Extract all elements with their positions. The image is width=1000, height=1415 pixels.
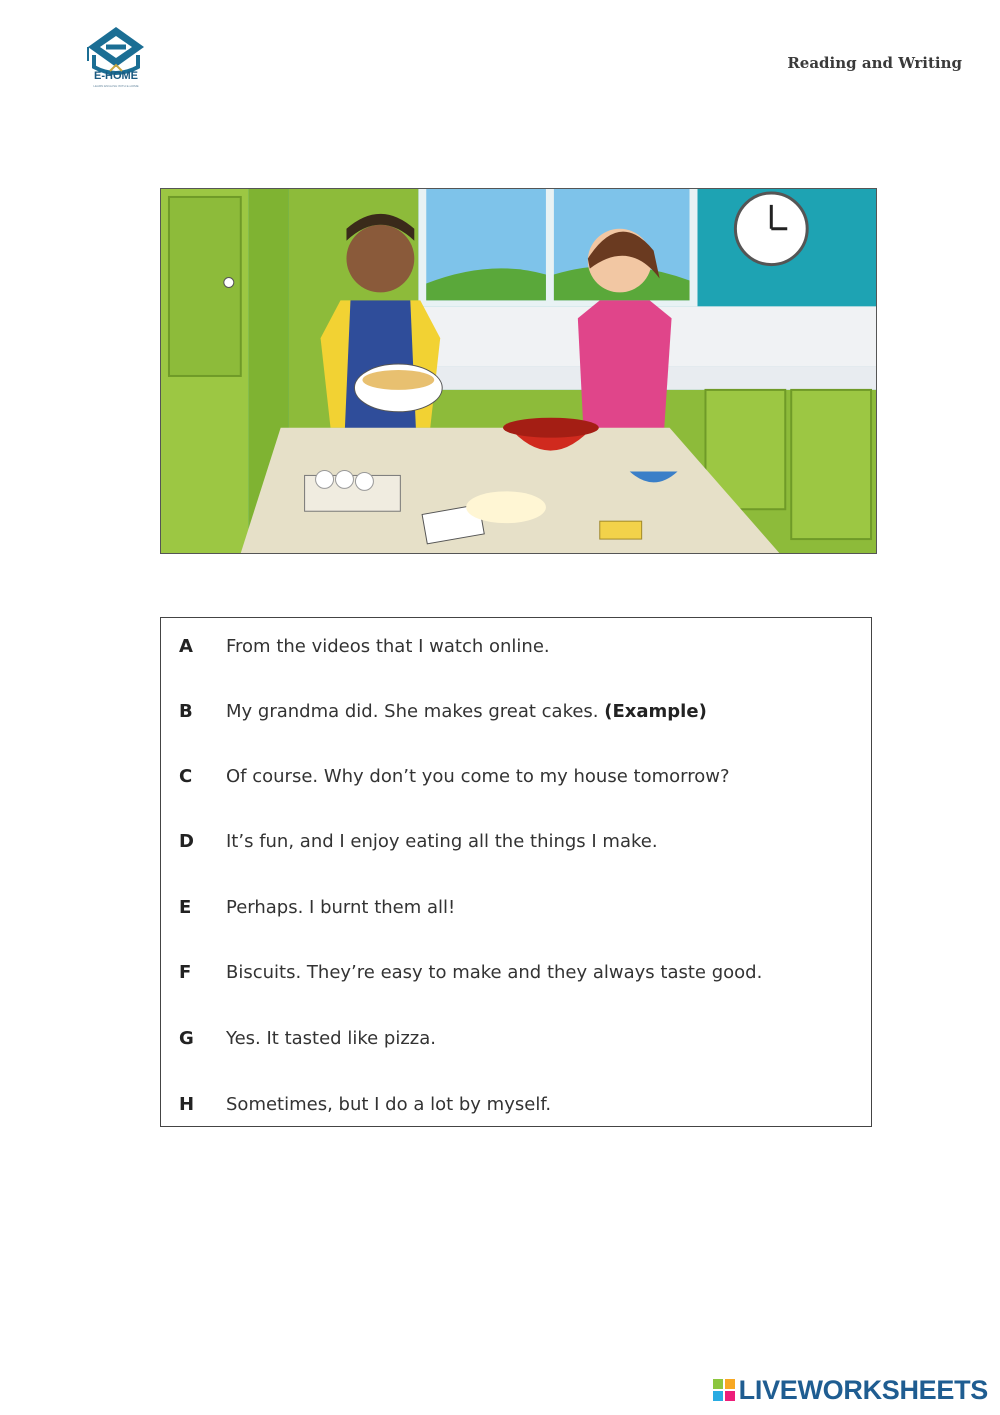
option-text: It’s fun, and I enjoy eating all the things I make. — [226, 830, 658, 852]
answer-options-box — [160, 617, 872, 1127]
option-e — [161, 892, 871, 922]
option-text: Yes. It tasted like pizza. — [226, 1027, 436, 1049]
option-c — [161, 761, 871, 791]
option-text: Sometimes, but I do a lot by myself. — [226, 1093, 552, 1115]
option-letter: F — [179, 961, 192, 983]
example-note: (Example) — [604, 700, 707, 722]
option-letter: E — [179, 896, 192, 918]
option-f — [161, 957, 871, 987]
option-text-wrapper — [226, 701, 707, 722]
logo-text: E-HOME — [94, 70, 138, 82]
option-text: Of course. Why don’t you come to my house tomorrow? — [226, 765, 730, 787]
option-letter: D — [179, 830, 194, 852]
liveworksheets-grid-icon — [713, 1379, 735, 1401]
logo-tagline: LEARN ENGLISH WITH E-HOME — [93, 84, 139, 88]
option-g — [161, 1023, 871, 1053]
kitchen-illustration — [160, 188, 877, 554]
option-letter: B — [179, 700, 193, 722]
option-text: Biscuits. They’re easy to make and they always taste good. — [226, 961, 763, 983]
option-text: From the videos that I watch online. — [226, 635, 550, 657]
liveworksheets-text: LIVEWORKSHEETS — [738, 1374, 988, 1405]
option-b — [161, 696, 871, 726]
option-text: Perhaps. I burnt them all! — [226, 896, 456, 918]
option-letter: C — [179, 765, 193, 787]
option-letter: G — [179, 1027, 194, 1049]
option-letter: H — [179, 1093, 195, 1115]
option-a — [161, 631, 871, 661]
section-label: Reading and Writing — [787, 54, 962, 72]
option-text: My grandma did. She makes great cakes. — [226, 700, 599, 722]
option-h — [161, 1089, 871, 1119]
liveworksheets-brand — [713, 1375, 988, 1405]
option-letter: A — [179, 635, 193, 657]
option-d — [161, 826, 871, 856]
